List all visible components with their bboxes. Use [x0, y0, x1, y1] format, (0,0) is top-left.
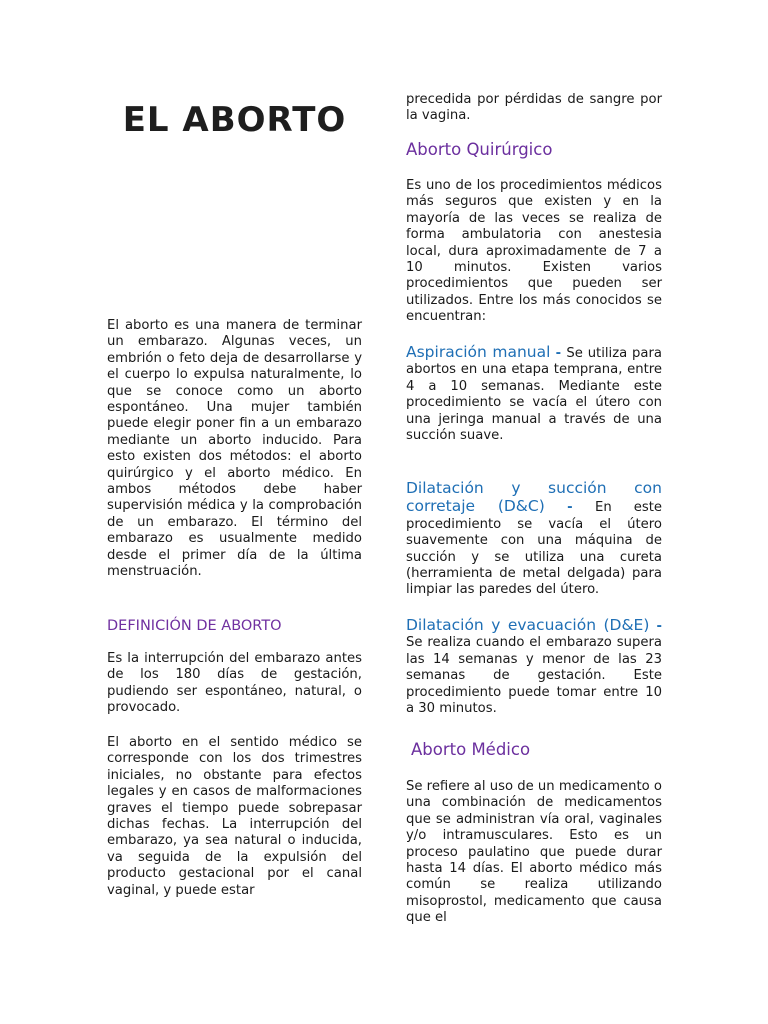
method-title: Dilatación y succión con corretaje (D&C)	[406, 479, 662, 516]
definition-paragraph-1: Es la interrupción del embarazo antes de los 180 días de gestación, pudiendo ser espontáneo, natural, o provocado.	[107, 651, 362, 716]
method-dash: -	[649, 619, 662, 634]
definition-heading: DEFINICIÓN DE ABORTO	[107, 618, 282, 634]
surgical-abortion-heading: Aborto Quirúrgico	[406, 140, 553, 159]
method-dash: -	[550, 346, 567, 361]
method-dilation-curettage	[406, 480, 662, 599]
document-title: EL ABORTO	[122, 100, 347, 140]
medical-abortion-heading: Aborto Médico	[411, 740, 531, 759]
method-title: Dilatación y evacuación (D&E)	[406, 616, 650, 634]
intro-paragraph: El aborto es una manera de terminar un embarazo. Algunas veces, un embrión o feto deja de desarrollarse y el cuerpo lo expulsa naturalmente, lo que se conoce como un aborto espontáneo. Una mujer también puede elegir poner fin a un embarazo mediante un aborto inducido. Para esto existen dos métodos: el aborto quirúrgico y el aborto médico. En ambos métodos debe haber supervisión médica y la comprobación de un embarazo. El término del embarazo es usualmente medido desde el primer día de la última menstruación.	[107, 318, 362, 580]
method-title: Aspiración manual	[406, 343, 551, 361]
method-text: Se utiliza para abortos en una etapa temprana, entre 4 a 10 semanas. Mediante este procedimiento se vacía el útero con una jeringa manual a través de una succión suave.	[406, 346, 663, 444]
method-text: Se realiza cuando el embarazo supera las 14 semanas y menor de las 23 semanas de gestación. Este procedimiento puede tomar entre 10 a 30 minutos.	[406, 635, 662, 717]
method-dilation-evacuation	[406, 617, 662, 717]
surgical-abortion-paragraph: Es uno de los procedimientos médicos más seguros que existen y en la mayoría de las veces se realiza de forma ambulatoria con anestesia local, dura aproximadamente de 7 a 10 minutos. Existen varios procedimientos que pueden ser utilizados. Entre los más conocidos se encuentran:	[406, 178, 662, 325]
medical-abortion-paragraph: Se refiere al uso de un medicamento o una combinación de medicamentos que se administran vía oral, vaginales y/o intramusculares. Esto es un proceso paulatino que puede durar hasta 14 días. El aborto médico más común se realiza utilizando misoprostol, medicamento que causa que el	[406, 779, 662, 926]
continuation-paragraph: precedida por pérdidas de sangre por la vagina.	[406, 92, 662, 124]
method-manual-aspiration	[406, 344, 662, 444]
method-dash: -	[544, 500, 596, 516]
definition-paragraph-2: El aborto en el sentido médico se corresponde con los dos trimestres iniciales, no obstante para efectos legales y en casos de malformaciones graves el tiempo puede sobrepasar dichas fechas. La interrupción del embarazo, ya sea natural o inducida, va seguida de la expulsión del producto gestacional por el canal vaginal, y puede estar	[107, 735, 362, 898]
method-text: En este procedimiento se vacía el útero suavemente con una máquina de succión y se utiliza una cureta (herramienta de metal delgada) para limpiar las paredes del útero.	[406, 500, 662, 598]
